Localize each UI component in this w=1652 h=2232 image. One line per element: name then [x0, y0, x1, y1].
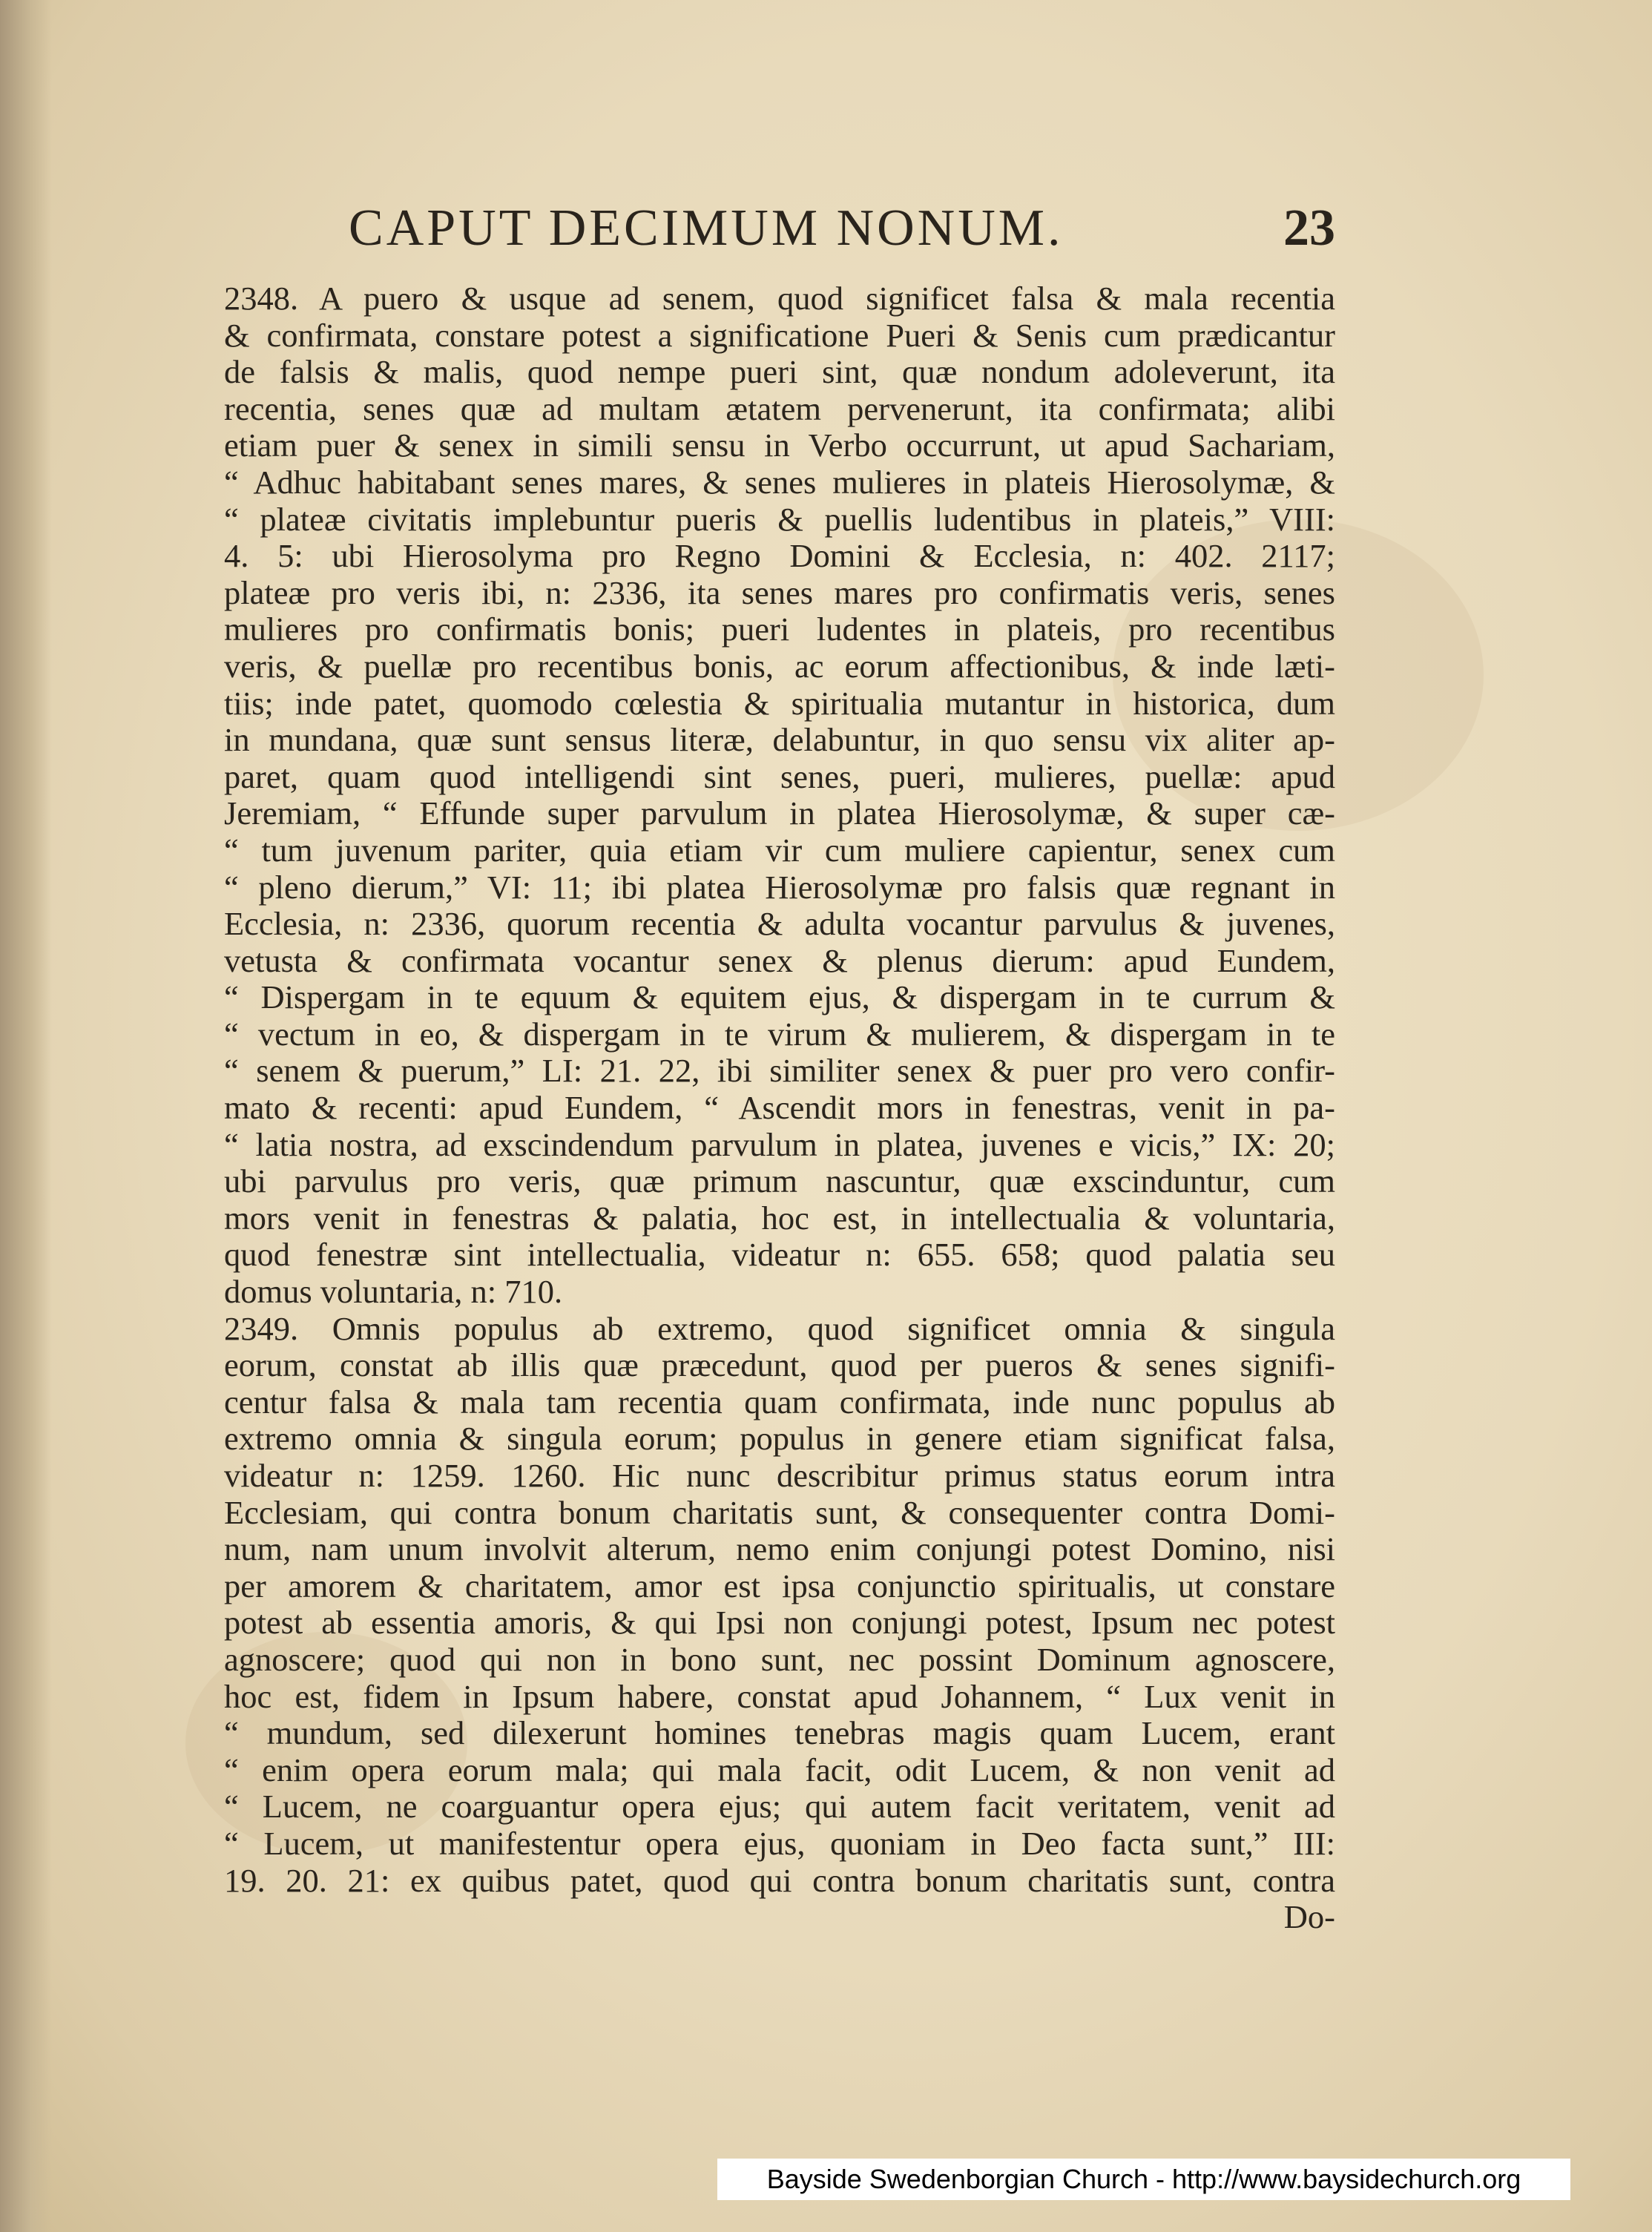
text-line: “ tum juvenum pariter, quia etiam vir cum muliere capientur, senex cum — [224, 831, 1335, 869]
text-line: “ plateæ civitatis implebuntur pueris & puellis ludentibus in plateis,” VIII: — [224, 500, 1335, 538]
text-line: mulieres pro confirmatis bonis; pueri ludentes in plateis, pro recentibus — [224, 610, 1335, 648]
text-line: paret, quam quod intelligendi sint senes, pueri, mulieres, puellæ: apud — [224, 757, 1335, 795]
text-line: 2349. Omnis populus ab extremo, quod significet omnia & singula — [224, 1309, 1335, 1347]
text-line: quod fenestræ sint intellectualia, videatur n: 655. 658; quod palatia seu — [224, 1236, 1335, 1274]
text-line: 4. 5: ubi Hierosolyma pro Regno Domini & Ecclesia, n: 402. 2117; — [224, 537, 1335, 575]
text-line: ubi parvulus pro veris, quæ primum nascuntur, quæ exscinduntur, cum — [224, 1162, 1335, 1200]
text-line: hoc est, fidem in Ipsum habere, constat apud Johannem, “ Lux venit in — [224, 1677, 1335, 1715]
text-line: per amorem & charitatem, amor est ipsa conjunctio spiritualis, ut constare — [224, 1567, 1335, 1604]
text-line: plateæ pro veris ibi, n: 2336, ita senes mares pro confirmatis veris, senes — [224, 573, 1335, 611]
body-text — [224, 280, 1335, 1936]
text-line: potest ab essentia amoris, & qui Ipsi non conjungi potest, Ipsum nec potest — [224, 1604, 1335, 1642]
text-line: Ecclesiam, qui contra bonum charitatis sunt, & consequenter contra Domi- — [224, 1493, 1335, 1531]
text-line: centur falsa & mala tam recentia quam confirmata, inde nunc populus ab — [224, 1383, 1335, 1420]
running-head: CAPUT DECIMUM NONUM. — [349, 200, 1064, 257]
text-line: Ecclesia, n: 2336, quorum recentia & adulta vocantur parvulus & juvenes, — [224, 905, 1335, 943]
text-line: “ Dispergam in te equum & equitem ejus, & dispergam in te currum & — [224, 978, 1335, 1016]
catchword: Do- — [1283, 1898, 1335, 1936]
text-line: num, nam unum involvit alterum, nemo enim conjungi potest Domino, nisi — [224, 1530, 1335, 1568]
text-line: recentia, senes quæ ad multam ætatem pervenerunt, ita confirmata; alibi — [224, 389, 1335, 427]
watermark-banner: Bayside Swedenborgian Church - http://www.baysidechurch.org — [717, 2159, 1570, 2200]
text-line: de falsis & malis, quod nempe pueri sint, quæ nondum adoleverunt, ita — [224, 353, 1335, 391]
page-gutter-shadow — [0, 0, 52, 2232]
text-line: in mundana, quæ sunt sensus literæ, delabuntur, in quo sensu vix aliter ap- — [224, 721, 1335, 759]
text-line: & confirmata, constare potest a significatione Pueri & Senis cum prædicantur — [224, 316, 1335, 354]
text-line: “ Lucem, ne coarguantur opera ejus; qui autem facit veritatem, venit ad — [224, 1788, 1335, 1826]
text-line: Jeremiam, “ Effunde super parvulum in platea Hierosolymæ, & super cæ- — [224, 794, 1335, 832]
text-line: mors venit in fenestras & palatia, hoc est, in intellectualia & voluntaria, — [224, 1199, 1335, 1237]
text-line: vetusta & confirmata vocantur senex & plenus dierum: apud Eundem, — [224, 941, 1335, 979]
text-line: “ vectum in eo, & dispergam in te virum & mulierem, & dispergam in te — [224, 1015, 1335, 1053]
text-line: “ Lucem, ut manifestentur opera ejus, quoniam in Deo facta sunt,” III: — [224, 1824, 1335, 1862]
text-line: veris, & puellæ pro recentibus bonis, ac eorum affectionibus, & inde læti- — [224, 647, 1335, 685]
page-number: 23 — [1283, 200, 1335, 257]
text-line: “ pleno dierum,” VI: 11; ibi platea Hierosolymæ pro falsis quæ regnant in — [224, 868, 1335, 906]
text-line: “ mundum, sed dilexerunt homines tenebras magis quam Lucem, erant — [224, 1714, 1335, 1752]
text-line: etiam puer & senex in simili sensu in Verbo occurrunt, ut apud Sachariam, — [224, 427, 1335, 464]
text-line: “ enim opera eorum mala; qui mala facit, odit Lucem, & non venit ad — [224, 1751, 1335, 1788]
text-line: mato & recenti: apud Eundem, “ Ascendit mors in fenestras, venit in pa- — [224, 1089, 1335, 1127]
text-line: 2348. A puero & usque ad senem, quod significet falsa & mala recentia — [224, 280, 1335, 317]
page-header — [349, 199, 1335, 258]
text-line: “ Adhuc habitabant senes mares, & senes mulieres in plateis Hierosolymæ, & — [224, 463, 1335, 501]
text-line: 19. 20. 21: ex quibus patet, quod qui contra bonum charitatis sunt, contra — [224, 1861, 1335, 1899]
text-line: videatur n: 1259. 1260. Hic nunc describitur primus status eorum intra — [224, 1457, 1335, 1494]
text-line: domus voluntaria, n: 710. — [224, 1273, 563, 1311]
text-line: agnoscere; quod qui non in bono sunt, nec possint Dominum agnoscere, — [224, 1640, 1335, 1678]
text-line: eorum, constat ab illis quæ præcedunt, quod per pueros & senes signifi- — [224, 1346, 1335, 1384]
text-line: “ senem & puerum,” LI: 21. 22, ibi similiter senex & puer pro vero confir- — [224, 1052, 1335, 1090]
text-line: tiis; inde patet, quomodo cœlestia & spiritualia mutantur in historica, dum — [224, 684, 1335, 722]
text-line: extremo omnia & singula eorum; populus in genere etiam significat falsa, — [224, 1420, 1335, 1458]
text-line: “ latia nostra, ad exscindendum parvulum in platea, juvenes e vicis,” IX: 20; — [224, 1125, 1335, 1163]
